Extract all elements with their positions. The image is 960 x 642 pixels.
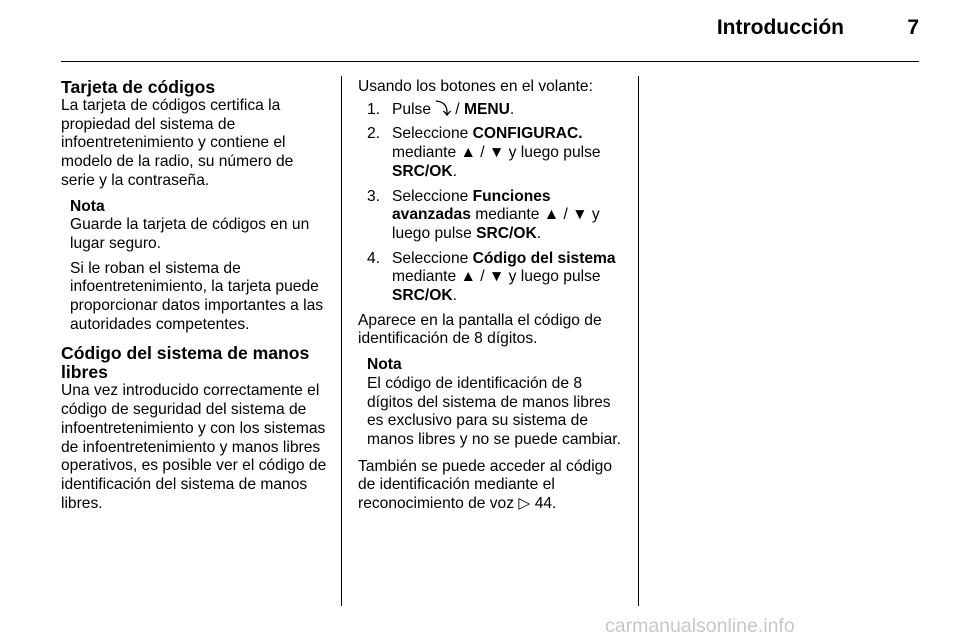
page-reference-icon: ▷ — [518, 495, 531, 513]
button-name: MENU — [463, 100, 510, 118]
paragraph: También se puede acceder al código de identificación mediante el reconocimiento de voz ▷ 44. — [358, 457, 612, 513]
step-number: 2. — [367, 125, 381, 143]
page-number: 7 — [907, 16, 919, 39]
menu-item-name: Funciones avanzadas — [392, 187, 551, 224]
left-column — [61, 78, 327, 513]
button-name: SRC/OK — [392, 162, 453, 180]
button-name: SRC/OK — [392, 287, 453, 305]
right-column — [358, 78, 622, 514]
step-number: 1. — [367, 100, 381, 118]
step-item: 2. Seleccione CONFIGURAC. mediante ▲ / ▼ y luego pulse SRC/OK. — [367, 125, 601, 180]
step-item: 3. Seleccione Funciones avanzadas mediante ▲ / ▼ y luego pulse SRC/OK. — [367, 187, 600, 242]
button-name: SRC/OK — [476, 224, 537, 242]
header-divider — [61, 61, 919, 62]
step-number: 3. — [367, 187, 381, 205]
page-reference-number: 44. — [530, 495, 557, 513]
note-text: Si le roban el sistema de infoentretenimiento, la tarjeta puede proporcionar datos importantes a las autoridades competentes. — [70, 259, 324, 333]
step-item: 1. Pulse ⤵ / MENU. — [367, 100, 515, 118]
paragraph: Usando los botones en el volante: — [358, 78, 593, 95]
note-text: Guarde la tarjeta de códigos en un lugar seguro. — [70, 216, 310, 252]
paragraph: Aparece en la pantalla el código de identificación de 8 dígitos. — [358, 311, 602, 348]
note-box — [70, 198, 327, 335]
section-heading-code-card: Tarjeta de códigos — [61, 77, 216, 97]
paragraph: La tarjeta de códigos certifica la propiedad del sistema de infoentretenimiento y contiene el modelo de la radio, su número de serie y la contraseña. — [61, 97, 294, 189]
section-heading-handsfree-code: Código del sistema de manos libres — [61, 343, 310, 383]
step-list — [358, 101, 622, 306]
step-item: 4. Seleccione Código del sistema mediante ▲ / ▼ y luego pulse SRC/OK. — [367, 249, 616, 305]
phone-icon: ⤵ — [435, 100, 451, 118]
menu-item-name: CONFIGURAC. — [472, 125, 583, 143]
column-divider — [638, 76, 639, 606]
watermark-text: carmanualsonline.info — [605, 615, 795, 637]
page-section-title: Introducción — [716, 16, 844, 39]
menu-item-name: Código del sistema — [472, 249, 616, 267]
step-number: 4. — [367, 249, 381, 267]
note-title: Nota — [367, 356, 402, 374]
note-text: El código de identificación de 8 dígitos del sistema de manos libres es exclusivo para su sistema de manos libres y no se puede cambiar. — [367, 374, 621, 448]
paragraph: Una vez introducido correctamente el código de seguridad del sistema de infoentretenimiento y con los sistemas de infoentretenimiento y manos libres operativos, es posible ver el código de identificación del sistema de manos libres. — [61, 382, 327, 512]
note-box — [367, 356, 622, 450]
column-divider — [341, 76, 342, 606]
note-title: Nota — [70, 197, 105, 215]
